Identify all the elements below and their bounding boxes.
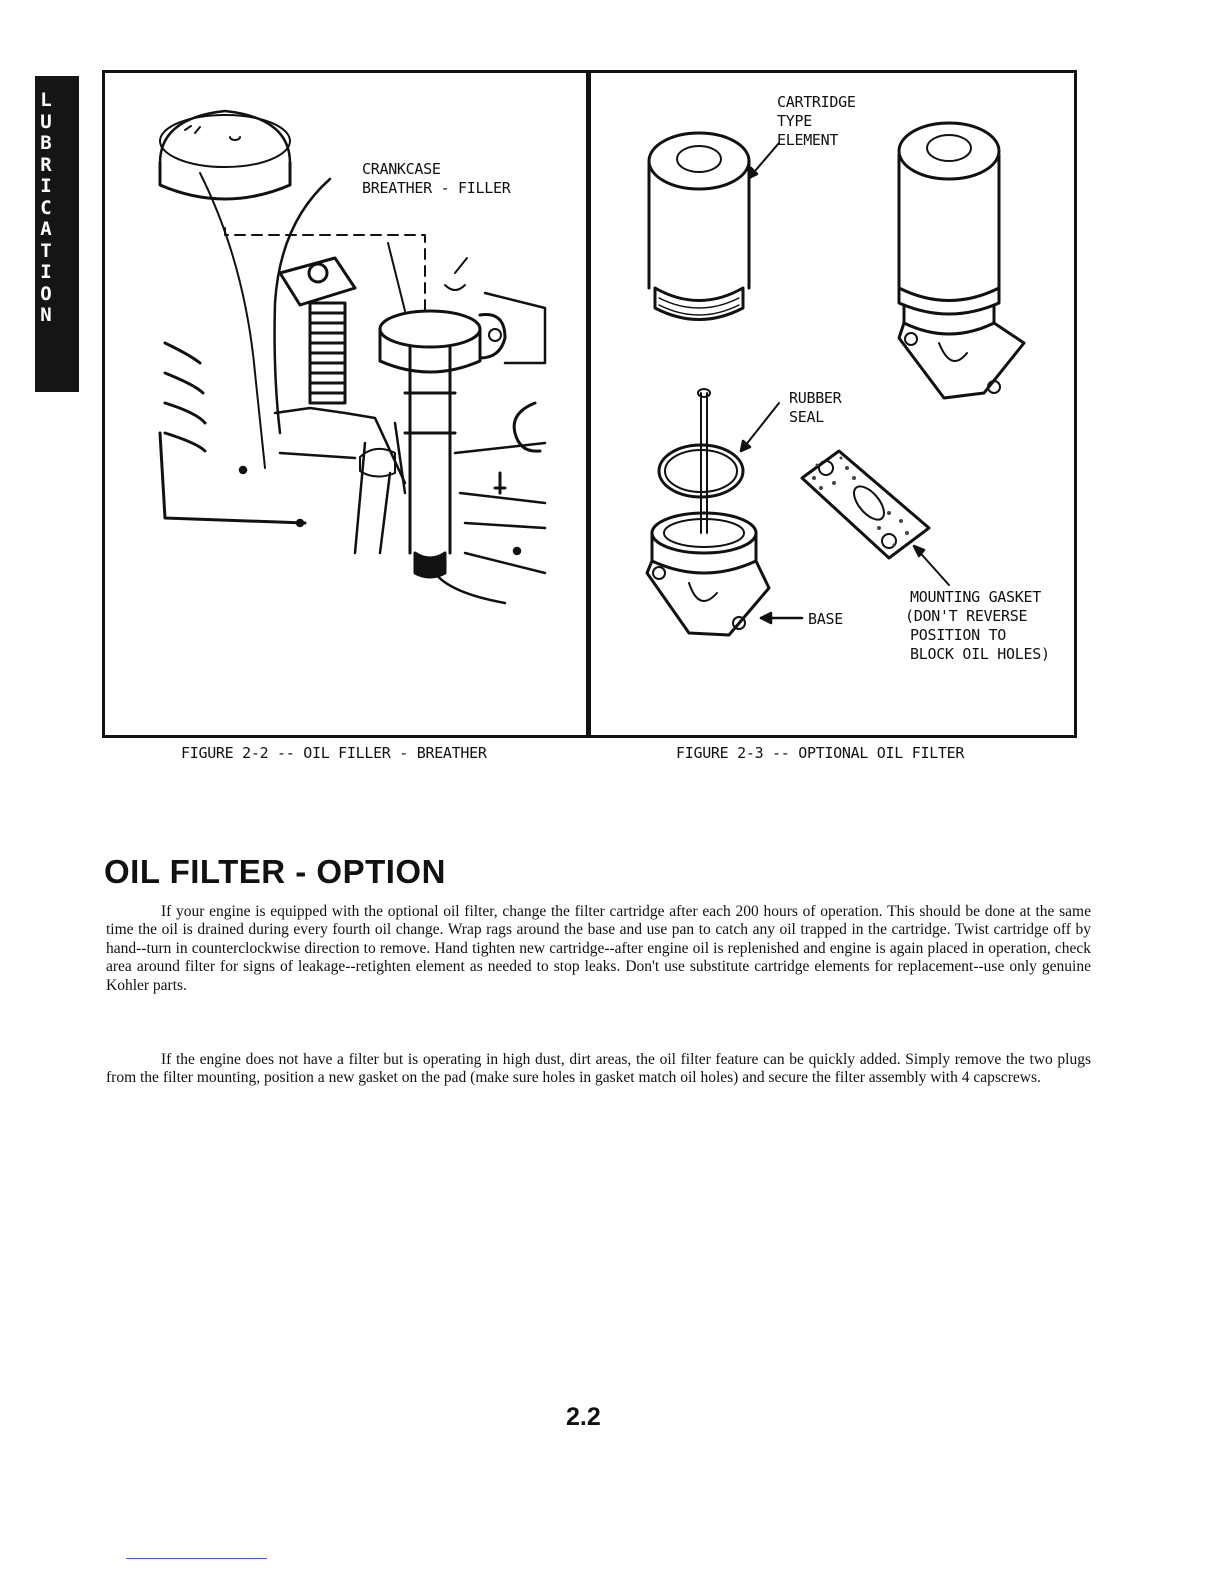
figure-optional-oil-filter xyxy=(586,70,1077,738)
side-tab-letter: B xyxy=(40,132,52,154)
page-number: 2.2 xyxy=(566,1403,601,1431)
label-rubber-line1: RUBBER xyxy=(789,389,842,407)
caption-figure-2-3: FIGURE 2-3 -- OPTIONAL OIL FILTER xyxy=(676,744,965,762)
figure-oil-filler-breather xyxy=(102,70,591,738)
side-tab-letters xyxy=(35,90,57,327)
label-gasket-line1: MOUNTING GASKET xyxy=(910,588,1041,606)
label-cartridge-line3: ELEMENT xyxy=(777,131,839,149)
side-tab-letter: C xyxy=(40,196,52,219)
side-tab-letter: I xyxy=(40,175,52,197)
body-paragraph-2: If the engine does not have a filter but is operating in high dust, dirt areas, the oil filter feature can be quickly added. Simply remove the two plugs from the filter mounting, position a new gasket on the pad (make sure holes in gasket match oil holes) and secure the filter assembly with 4 capscrews. xyxy=(106,1051,1091,1087)
label-crankcase-line2: BREATHER - FILLER xyxy=(362,179,511,197)
engine-breather-illustration xyxy=(105,73,588,735)
side-tab-letter: R xyxy=(40,153,52,176)
side-tab-letter: I xyxy=(40,261,52,283)
label-base: BASE xyxy=(808,610,843,628)
side-tab-letter: L xyxy=(40,89,52,111)
section-side-tab xyxy=(35,76,79,392)
side-tab-letter: O xyxy=(40,282,52,305)
side-tab-letter: A xyxy=(40,218,52,240)
section-heading: OIL FILTER - OPTION xyxy=(104,853,446,890)
label-cartridge-line1: CARTRIDGE xyxy=(777,93,856,111)
label-rubber-line2: SEAL xyxy=(789,408,824,426)
side-tab-letter: T xyxy=(40,239,52,262)
side-tab-letter: U xyxy=(40,110,52,133)
label-gasket-line3: POSITION TO xyxy=(910,626,1007,644)
label-cartridge-line2: TYPE xyxy=(777,112,812,130)
label-crankcase-line1: CRANKCASE xyxy=(362,160,441,178)
label-gasket-line4: BLOCK OIL HOLES) xyxy=(910,645,1050,663)
label-gasket-line2: (DON'T REVERSE xyxy=(905,607,1028,625)
side-tab-letter: N xyxy=(40,304,52,326)
body-paragraph-1: If your engine is equipped with the optional oil filter, change the filter cartridge after each 200 hours of operation. This should be done at the same time the oil is drained during every fourth oil change. Wrap rags around the base and use pan to catch any oil trapped in the cartridge. Twist cartridge off by hand--turn in counterclockwise direction to remove. Hand tighten new cartridge--after engine oil is replenished and engine is again placed in operation, check area around filter for signs of leakage--retighten element as needed to stop leaks. Don't use substitute cartridge elements for replacement--use only genuine Kohler parts. xyxy=(106,903,1091,994)
footer-rule xyxy=(126,1558,267,1559)
caption-figure-2-2: FIGURE 2-2 -- OIL FILLER - BREATHER xyxy=(181,744,487,762)
